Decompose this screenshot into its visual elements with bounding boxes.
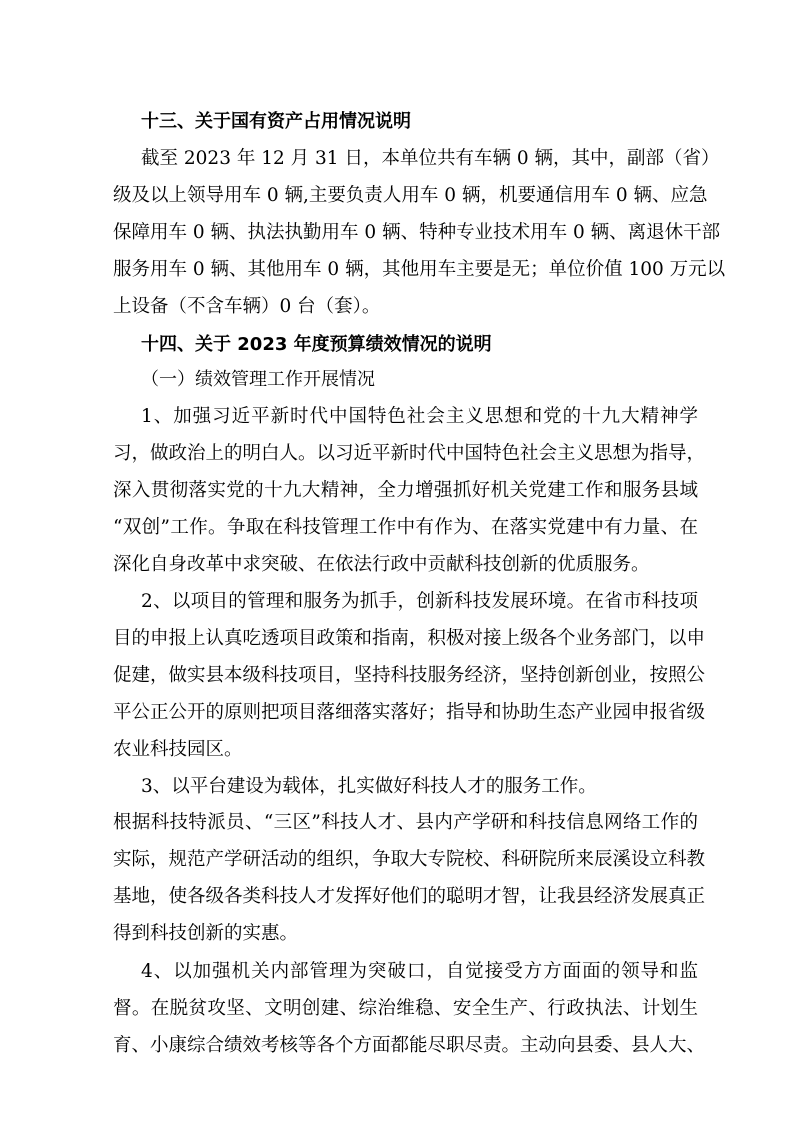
item-3-line: 3、以平台建设为载体，扎实做好科技人才的服务工作。: [141, 776, 597, 797]
section-13-heading: 十三、关于国有资产占用情况说明: [141, 111, 411, 132]
item-3-line: 实际，规范产学研活动的组织，争取大专院校、科研院所来辰溪设立科教: [113, 849, 706, 870]
section-14-subheading: （一）绩效管理工作开展情况: [141, 369, 375, 390]
item-1-line: 1、加强习近平新时代中国特色社会主义思想和党的十九大精神学: [141, 406, 698, 427]
section-14-heading: 十四、关于 2023 年度预算绩效情况的说明: [141, 334, 492, 355]
item-2-line: 目的申报上认真吃透项目政策和指南，积极对接上级各个业务部门，以申: [113, 628, 706, 649]
item-1-line: 深化自身改革中求突破、在依法行政中贡献科技创新的优质服务。: [113, 554, 650, 575]
item-2-line: 农业科技园区。: [113, 739, 243, 760]
section-13-line: 服务用车 0 辆、其他用车 0 辆，其他用车主要是无；单位价值 100 万元以: [113, 259, 726, 280]
item-3-line: 根据科技特派员、“三区”科技人才、县内产学研和科技信息网络工作的: [113, 812, 698, 833]
item-3-line: 得到科技创新的实惠。: [113, 923, 299, 944]
section-13-line: 截至 2023 年 12 月 31 日，本单位共有车辆 0 辆，其中，副部（省）: [141, 148, 720, 169]
item-1-line: “双创”工作。争取在科技管理工作中有作为、在落实党建中有力量、在: [113, 517, 698, 538]
item-2-line: 平公正公开的原则把项目落细落实落好；指导和协助生态产业园申报省级: [113, 702, 706, 723]
section-13-line: 上设备（不含车辆）0 台（套）。: [113, 296, 381, 317]
item-2-line: 促建，做实县本级科技项目，坚持科技服务经济，坚持创新创业，按照公: [113, 665, 706, 686]
item-1-line: 深入贯彻落实党的十九大精神，全力增强抓好机关党建工作和服务县域: [113, 480, 698, 501]
item-1-line: 习，做政治上的明白人。以习近平新时代中国特色社会主义思想为指导，: [113, 443, 706, 464]
section-13-line: 保障用车 0 辆、执法执勤用车 0 辆、特种专业技术用车 0 辆、离退休干部: [113, 222, 721, 243]
item-2-line: 2、以项目的管理和服务为抓手，创新科技发展环境。在省市科技项: [141, 591, 698, 612]
item-4-line: 4、以加强机关内部管理为突破口，自觉接受方方面面的领导和监: [141, 961, 698, 982]
section-13-line: 级及以上领导用车 0 辆,主要负责人用车 0 辆，机要通信用车 0 辆、应急: [113, 185, 708, 206]
item-4-line: 育、小康综合绩效考核等各个方面都能尽职尽责。主动向县委、县人大、: [113, 1035, 706, 1056]
item-4-line: 督。在脱贫攻坚、文明创建、综治维稳、安全生产、行政执法、计划生: [113, 998, 698, 1019]
item-3-line: 基地，使各级各类科技人才发挥好他们的聪明才智，让我县经济发展真正: [113, 886, 706, 907]
